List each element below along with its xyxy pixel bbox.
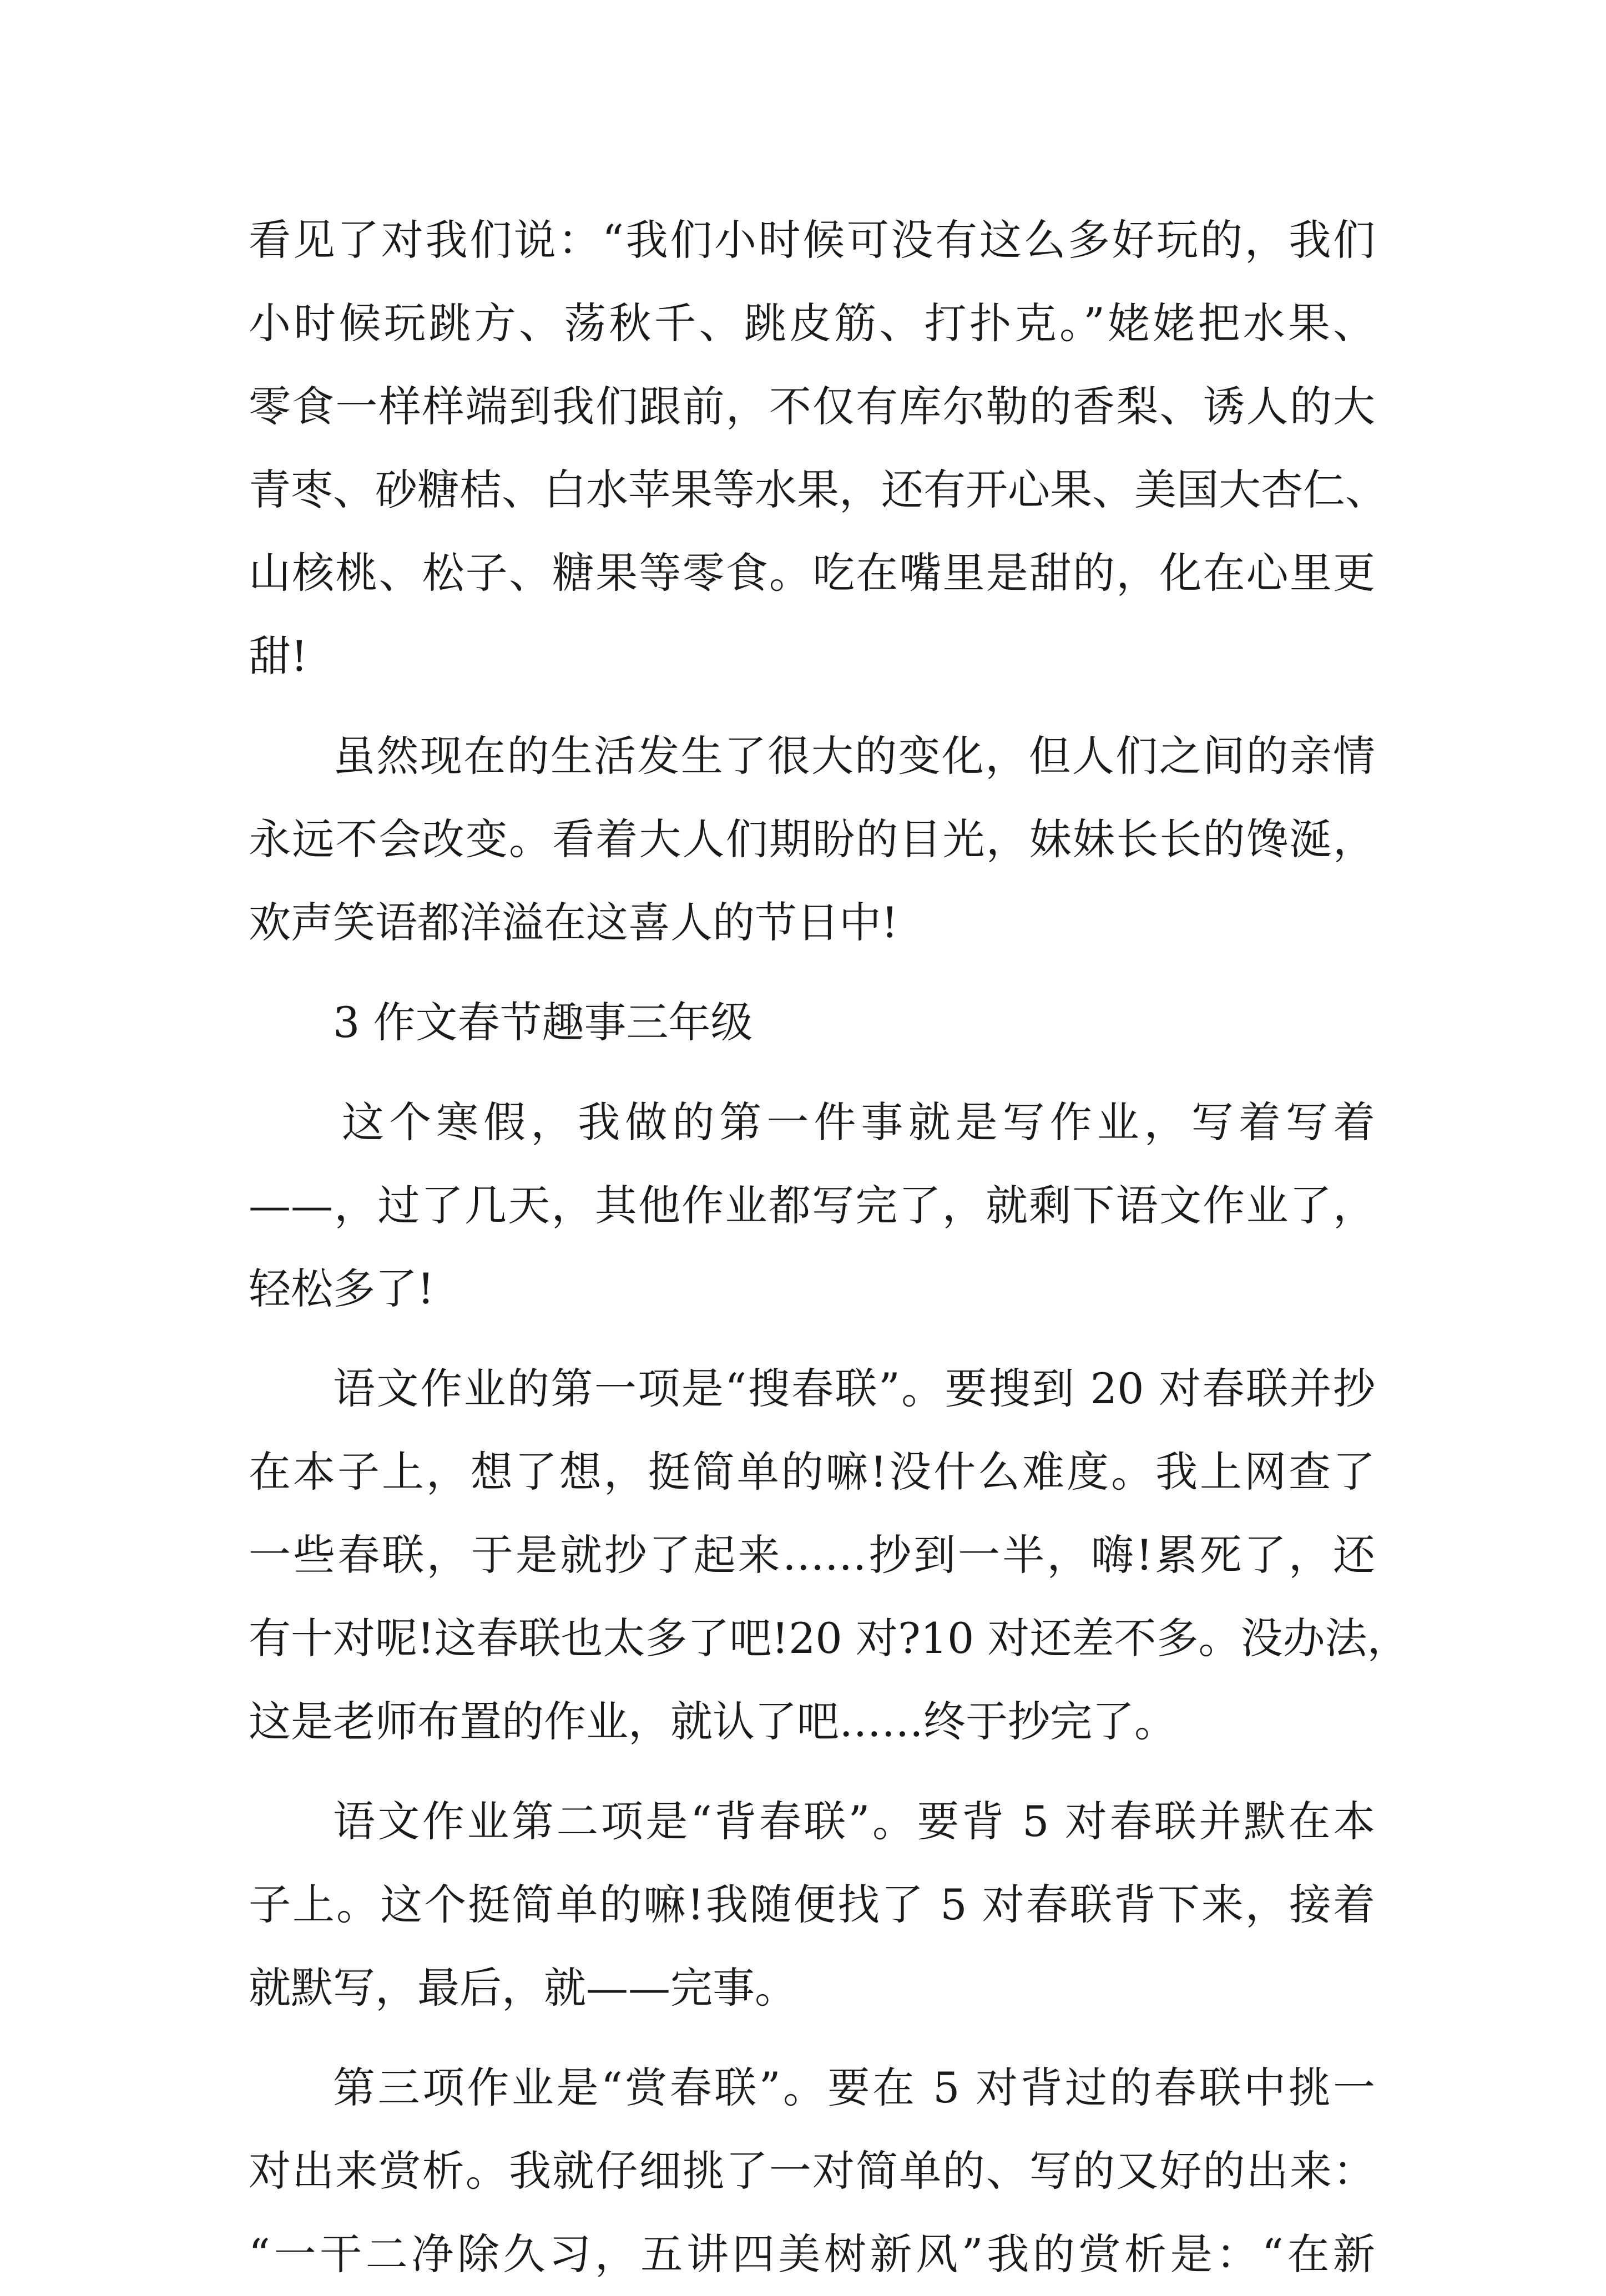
text-line: 这个寒假，我做的第一件事就是写作业，写着写着 <box>342 1098 1375 1147</box>
text-line: 一些春联，于是就抄了起来……抄到一半，嗨!累死了，还 <box>249 1530 1375 1580</box>
text-line: 对出来赏析。我就仔细挑了一对简单的、写的又好的出来： <box>249 2146 1375 2196</box>
paragraph-gap <box>249 1064 1375 1081</box>
text-line: 零食一样样端到我们跟前，不仅有库尔勒的香梨、诱人的大 <box>249 382 1375 431</box>
text-line: 甜! <box>249 631 308 681</box>
text-line: 语文作业第二项是“背春联”。要背 5 对春联并默在本 <box>333 1797 1375 1846</box>
text-line: 青枣、砂糖桔、白水苹果等水果，还有开心果、美国大杏仁、 <box>249 465 1387 514</box>
paragraph <box>249 1780 1375 2030</box>
text-line: 小时候玩跳方、荡秋千、跳皮筋、打扑克。”姥姥把水果、 <box>249 299 1375 348</box>
text-line: 轻松多了! <box>249 1264 435 1313</box>
text-line: 第三项作业是“赏春联”。要在 5 对背过的春联中挑一 <box>333 2063 1375 2112</box>
paragraph <box>249 2046 1375 2296</box>
text-line: 语文作业的第一项是“搜春联”。要搜到 20 对春联并抄 <box>333 1364 1375 1413</box>
paragraph-gap <box>249 2030 1375 2046</box>
paragraph-gap <box>249 964 1375 981</box>
text-line: 山核桃、松子、糖果等零食。吃在嘴里是甜的，化在心里更 <box>249 548 1375 598</box>
text-line: 就默写，最后，就——完事。 <box>249 1963 797 2012</box>
text-line: 这是老师布置的作业，就认了吧……终于抄完了。 <box>249 1697 1176 1746</box>
paragraph-gap <box>249 698 1375 715</box>
heading-text: 3 作文春节趣事三年级 <box>333 998 753 1047</box>
text-line: “一干二净除久习，五讲四美树新风”我的赏析是：“在新 <box>249 2229 1375 2279</box>
text-line: 虽然现在的生活发生了很大的变化，但人们之间的亲情 <box>333 731 1375 781</box>
paragraph <box>249 1347 1410 1763</box>
text-line: 在本子上，想了想，挺简单的嘛!没什么难度。我上网查了 <box>249 1447 1375 1496</box>
paragraph <box>249 715 1375 964</box>
paragraph <box>249 199 1387 698</box>
paragraph-gap <box>249 1331 1375 1347</box>
text-line: 子上。这个挺简单的嘛!我随便找了 5 对春联背下来，接着 <box>249 1880 1375 1929</box>
text-line: 欢声笑语都洋溢在这喜人的节日中! <box>249 898 898 947</box>
paragraph-gap <box>249 1763 1375 1780</box>
text-line: ——，过了几天，其他作业都写完了，就剩下语文作业了， <box>249 1181 1375 1230</box>
text-line: 看见了对我们说：“我们小时候可没有这么多好玩的，我们 <box>249 215 1375 265</box>
paragraph <box>249 1081 1375 1331</box>
text-line: 永远不会改变。看着大人们期盼的目光，妹妹长长的馋涎， <box>249 815 1375 864</box>
section-heading <box>249 981 1375 1064</box>
text-line: 有十对呢!这春联也太多了吧!20 对?10 对还差不多。没办法， <box>249 1614 1410 1663</box>
document-body <box>249 199 1410 2296</box>
